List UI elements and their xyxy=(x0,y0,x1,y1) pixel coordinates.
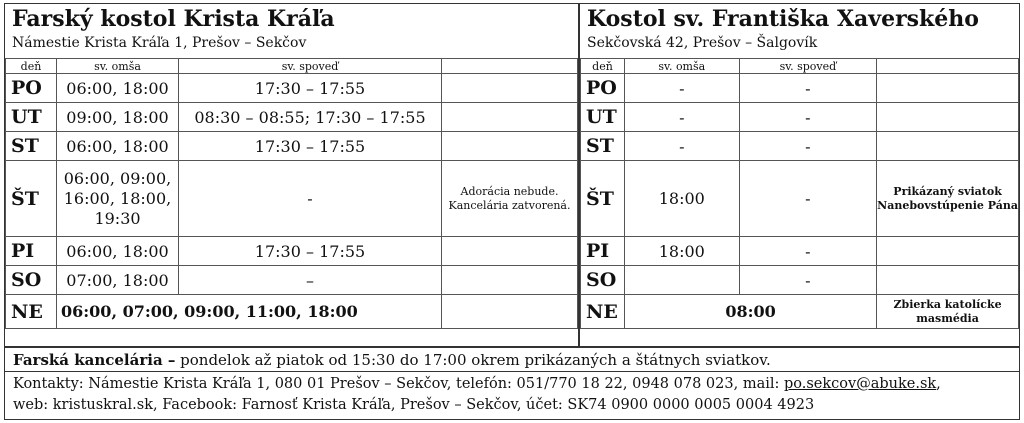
mass-cell: - xyxy=(624,74,739,103)
day-cell: PI xyxy=(581,237,625,266)
contacts-suffix: , xyxy=(936,376,941,392)
day-cell: ST xyxy=(581,132,625,161)
day-cell: NE xyxy=(581,295,625,329)
office-text: pondelok až piatok od 15:30 do 17:00 okrem prikázaných a štátnych sviatkov. xyxy=(175,351,771,369)
mass-cell: 07:00, 18:00 xyxy=(57,266,179,295)
mass-cell: 06:00, 18:00 xyxy=(57,237,179,266)
mass-cell: - xyxy=(624,132,739,161)
church-title: Kostol sv. Františka Xaverského xyxy=(587,6,979,32)
confession-cell: - xyxy=(179,161,442,237)
announcement-sheet xyxy=(4,3,1020,420)
confession-cell: – xyxy=(179,266,442,295)
mass-cell: 18:00 xyxy=(624,161,739,237)
table-row xyxy=(581,295,1019,329)
schedule-table xyxy=(580,58,1019,329)
header-mass: sv. omša xyxy=(624,59,739,74)
mass-cell: 06:00, 18:00 xyxy=(57,132,179,161)
church-frantiska-xaverskeho xyxy=(580,4,1019,346)
header-day: deň xyxy=(6,59,57,74)
contacts-line-2: web: kristuskral.sk, Facebook: Farnosť Krista Kráľa, Prešov – Sekčov, účet: SK74 0900 0000 0005 0004 4923 xyxy=(13,397,815,413)
day-cell: SO xyxy=(6,266,57,295)
header-confession: sv. spoveď xyxy=(739,59,877,74)
day-cell: ŠT xyxy=(581,161,625,237)
mass-cell: 18:00 xyxy=(624,237,739,266)
church-header xyxy=(580,4,1019,59)
schedule-columns xyxy=(5,4,1019,346)
table-row xyxy=(581,266,1019,295)
header-note xyxy=(442,59,578,74)
mass-cell: 06:00, 07:00, 09:00, 11:00, 18:00 xyxy=(57,295,442,329)
mass-cell: - xyxy=(624,103,739,132)
mass-cell: 08:00 xyxy=(624,295,876,329)
header-note xyxy=(877,59,1019,74)
note-cell xyxy=(877,74,1019,103)
day-cell: ST xyxy=(6,132,57,161)
confession-cell: 17:30 – 17:55 xyxy=(179,74,442,103)
table-row xyxy=(6,161,578,237)
note-cell xyxy=(877,103,1019,132)
contacts xyxy=(5,372,1019,420)
confession-cell: 17:30 – 17:55 xyxy=(179,132,442,161)
note-cell: Zbierka katolícke masmédia xyxy=(877,295,1019,329)
confession-cell: - xyxy=(739,132,877,161)
table-row xyxy=(6,74,578,103)
contacts-line-1 xyxy=(13,374,1019,395)
confession-cell: 17:30 – 17:55 xyxy=(179,237,442,266)
day-cell: UT xyxy=(581,103,625,132)
table-header-row xyxy=(6,59,578,74)
church-header xyxy=(5,4,578,59)
header-mass: sv. omša xyxy=(57,59,179,74)
note-cell xyxy=(442,103,578,132)
contacts-prefix: Kontakty: Námestie Krista Kráľa 1, 080 01 Prešov – Sekčov, telefón: 051/770 18 22, 0948 078 023, mail: xyxy=(13,376,784,392)
table-row xyxy=(581,103,1019,132)
table-row xyxy=(6,237,578,266)
note-cell xyxy=(442,74,578,103)
note-cell xyxy=(877,132,1019,161)
table-row xyxy=(581,161,1019,237)
mass-cell: 09:00, 18:00 xyxy=(57,103,179,132)
office-label: Farská kancelária – xyxy=(13,351,176,369)
note-cell: Prikázaný sviatok Nanebovstúpenie Pána xyxy=(877,161,1019,237)
day-cell: NE xyxy=(6,295,57,329)
mass-cell xyxy=(624,266,739,295)
confession-cell: - xyxy=(739,161,877,237)
note-cell: Adorácia nebude. Kancelária zatvorená. xyxy=(442,161,578,237)
day-cell: ŠT xyxy=(6,161,57,237)
table-row xyxy=(6,266,578,295)
note-cell xyxy=(442,132,578,161)
confession-cell: - xyxy=(739,74,877,103)
table-row xyxy=(581,237,1019,266)
confession-cell: - xyxy=(739,103,877,132)
email-link[interactable]: po.sekcov@abuke.sk xyxy=(783,376,937,392)
church-krista-krala xyxy=(5,4,580,346)
note-cell xyxy=(442,266,578,295)
note-cell xyxy=(877,237,1019,266)
day-cell: UT xyxy=(6,103,57,132)
mass-cell: 06:00, 09:00, 16:00, 18:00, 19:30 xyxy=(57,161,179,237)
church-address: Sekčovská 42, Prešov – Šalgovík xyxy=(587,35,818,51)
note-cell xyxy=(877,266,1019,295)
table-row xyxy=(581,132,1019,161)
mass-cell: 06:00, 18:00 xyxy=(57,74,179,103)
day-cell: PO xyxy=(581,74,625,103)
schedule-table xyxy=(5,58,578,329)
day-cell: PO xyxy=(6,74,57,103)
table-row xyxy=(581,74,1019,103)
table-row xyxy=(6,103,578,132)
table-row xyxy=(6,295,578,329)
header-confession: sv. spoveď xyxy=(179,59,442,74)
confession-cell: - xyxy=(739,266,877,295)
confession-cell: - xyxy=(739,237,877,266)
note-cell xyxy=(442,237,578,266)
table-row xyxy=(6,132,578,161)
note-cell xyxy=(442,295,578,329)
day-cell: SO xyxy=(581,266,625,295)
church-address: Námestie Krista Kráľa 1, Prešov – Sekčov xyxy=(12,35,307,51)
day-cell: PI xyxy=(6,237,57,266)
office-hours xyxy=(5,346,1019,372)
confession-cell: 08:30 – 08:55; 17:30 – 17:55 xyxy=(179,103,442,132)
table-header-row xyxy=(581,59,1019,74)
header-day: deň xyxy=(581,59,625,74)
church-title: Farský kostol Krista Kráľa xyxy=(12,6,335,32)
